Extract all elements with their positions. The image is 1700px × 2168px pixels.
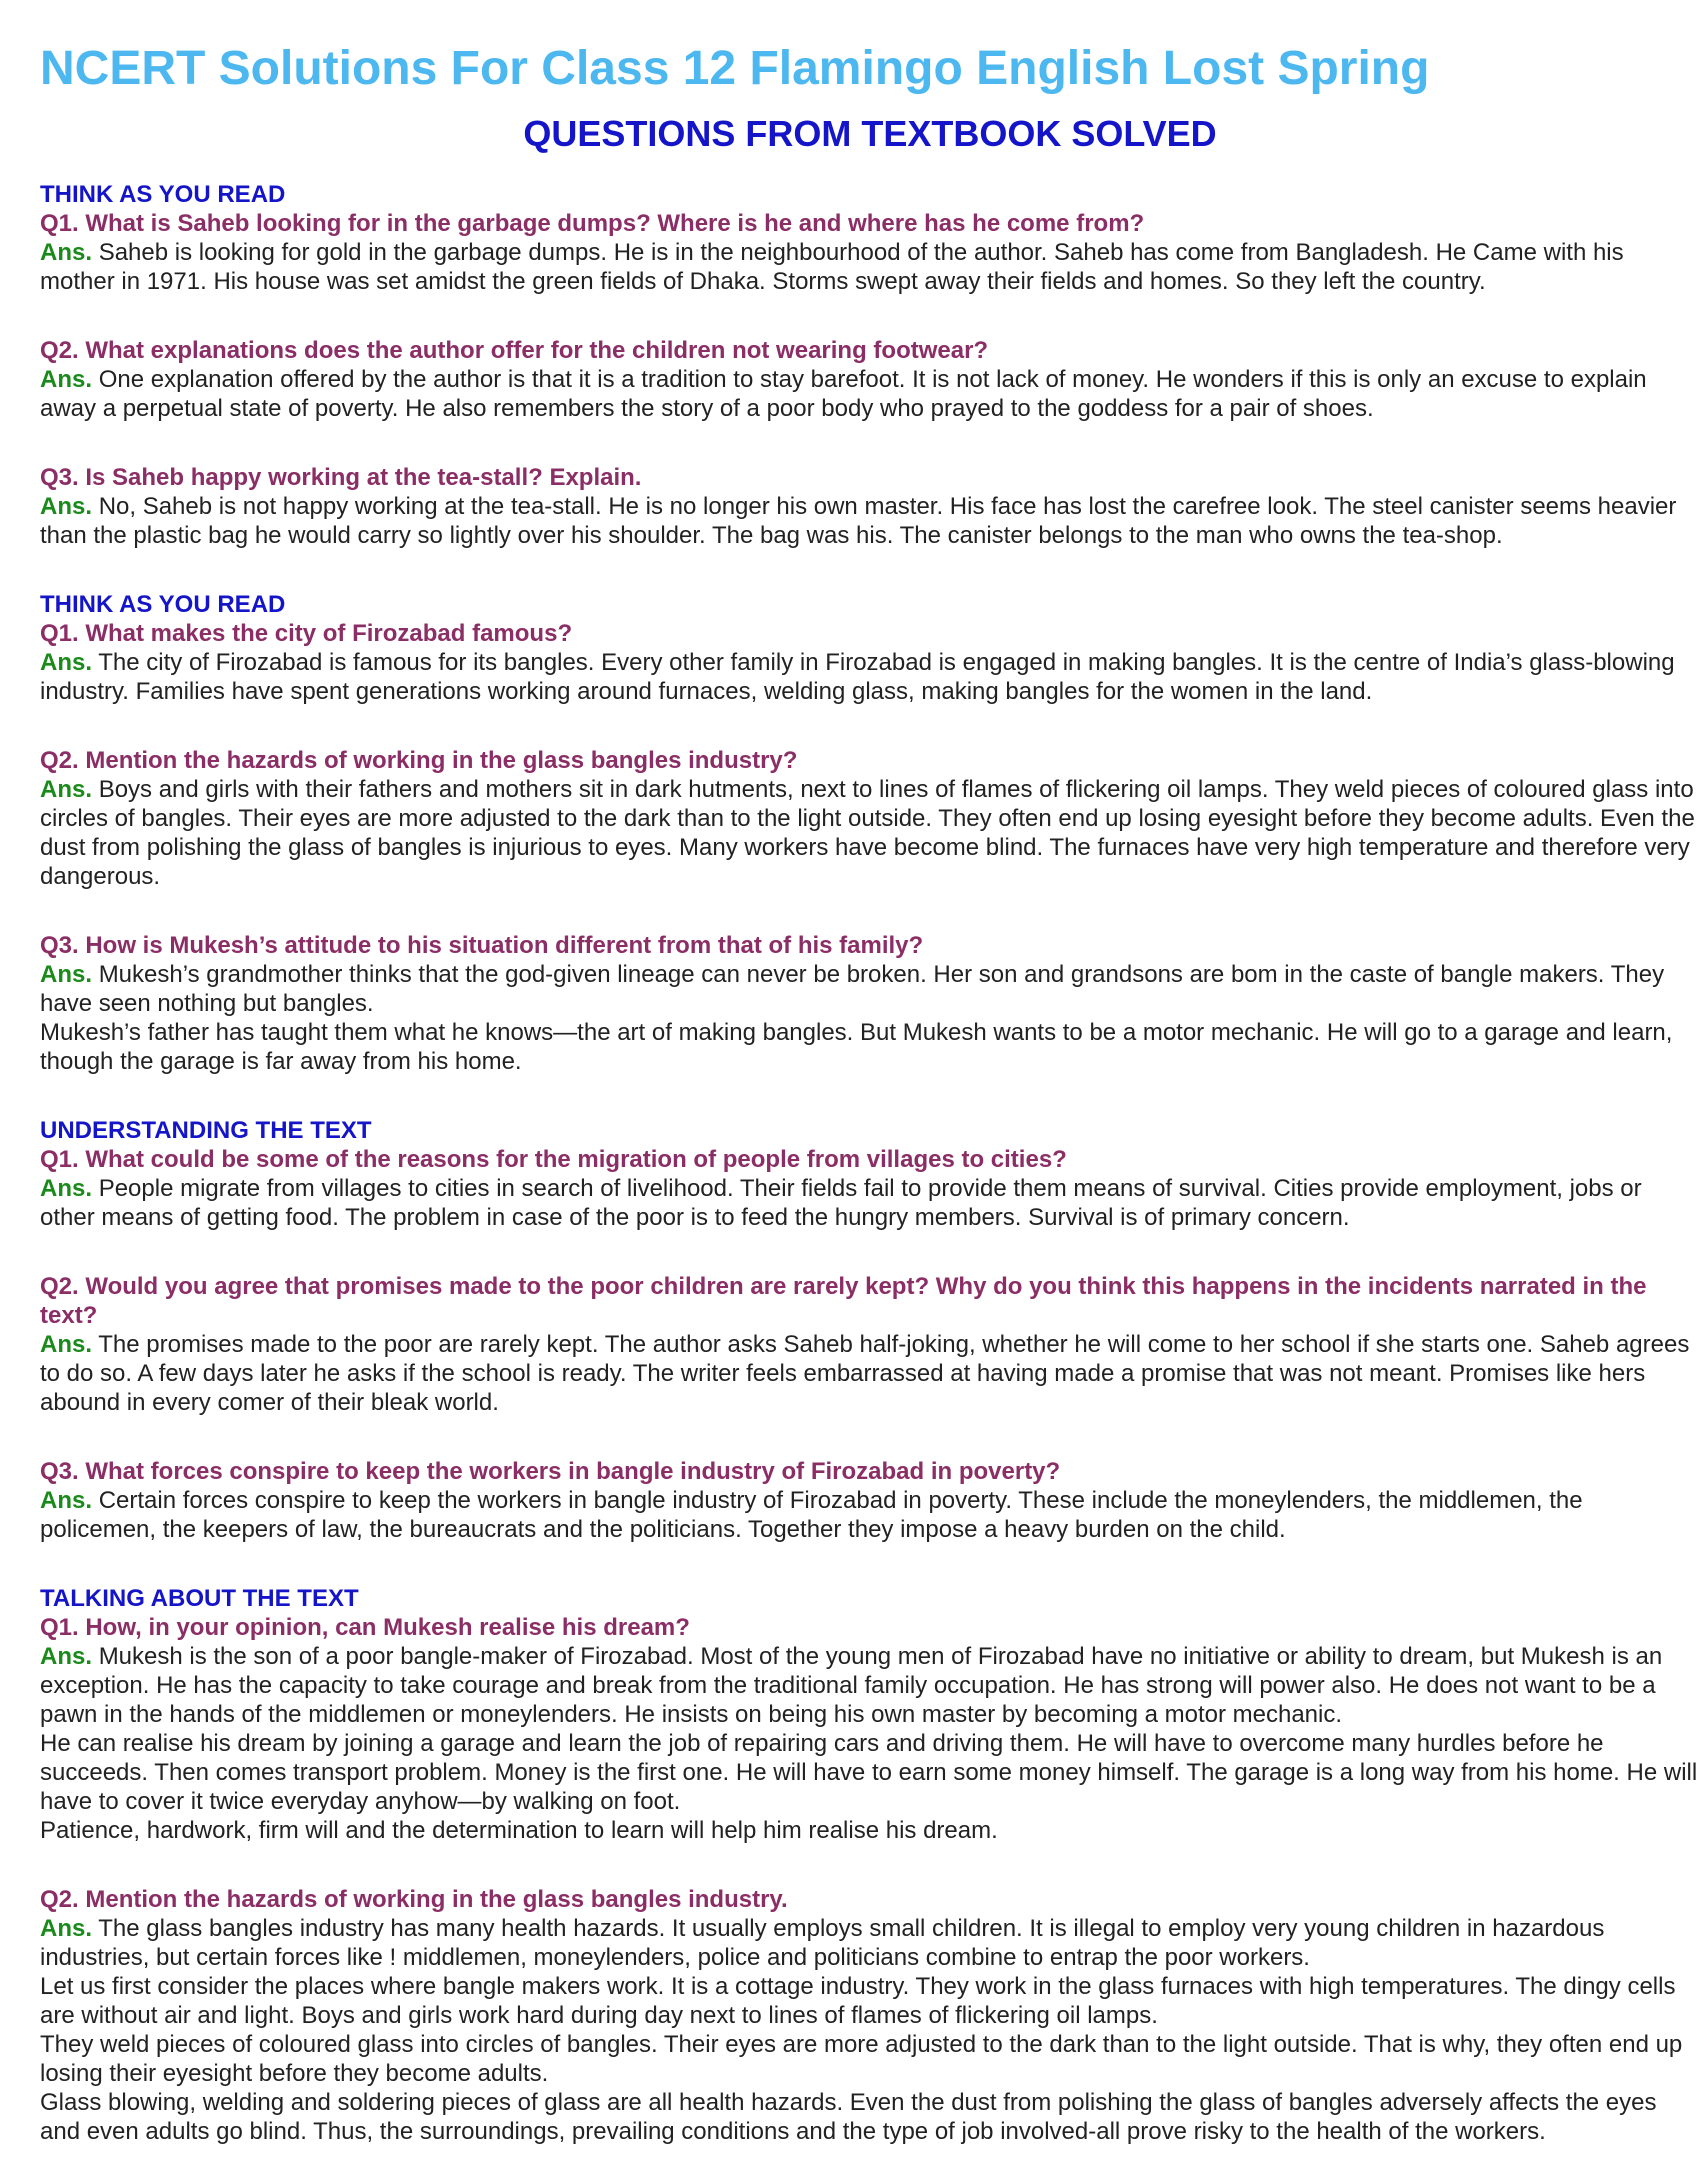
answer-continuation: Mukesh’s father has taught them what he knows—the art of making bangles. But Mukesh wants to be a motor mechanic. He will go to a garage and learn, though the garage is far away from his home.: [40, 1019, 1673, 1075]
answer-label: Ans.: [40, 239, 93, 266]
question-text: Q1. What is Saheb looking for in the garbage dumps? Where is he and where has he come from?: [40, 210, 1145, 237]
answer-text: Certain forces conspire to keep the workers in bangle industry of Firozabad in poverty. These include the moneylenders, the middlemen, the policemen, the keepers of law, the bureaucrats and the politicians. Together they impose a heavy burden on the child.: [40, 1487, 1583, 1543]
answer-paragraph: [40, 238, 1700, 296]
answer-paragraph: [40, 492, 1700, 550]
question-text: Q3. What forces conspire to keep the workers in bangle industry of Firozabad in poverty?: [40, 1458, 1061, 1485]
question-text: Q1. What makes the city of Firozabad famous?: [40, 620, 573, 647]
question-text: Q2. Mention the hazards of working in the glass bangles industry.: [40, 1886, 788, 1913]
answer-paragraph: [40, 1914, 1700, 1972]
page-subtitle: QUESTIONS FROM TEXTBOOK SOLVED: [523, 113, 1217, 154]
answer-continuation: They weld pieces of coloured glass into circles of bangles. Their eyes are more adjusted to the dark than to the light outside. That is why, they often end up losing their eyesight before they become adults.: [40, 2031, 1683, 2087]
answer-label: Ans.: [40, 961, 93, 988]
qa-block: [40, 209, 1700, 296]
answer-text: People migrate from villages to cities in search of livelihood. Their fields fail to provide them means of survival. Cities provide employment, jobs or other means of getting food. The problem in case of the poor is to feed the hungry members. Survival is of primary concern.: [40, 1175, 1642, 1231]
answer-label: Ans.: [40, 1915, 93, 1942]
answer-continuation: Let us first consider the places where bangle makers work. It is a cottage industry. They work in the glass furnaces with high temperatures. The dingy cells are without air and light. Boys and girls work hard during day next to lines of flames of flickering oil lamps.: [40, 1973, 1676, 2029]
section-heading: TALKING ABOUT THE TEXT: [40, 1585, 359, 1612]
answer-text: Boys and girls with their fathers and mothers sit in dark hutments, next to lines of flames of flickering oil lamps. They weld pieces of coloured glass into circles of bangles. Their eyes are more adjusted to the dark than to the light outside. They often end up losing eyesight before they become adults. Even the dust from polishing the glass of bangles is injurious to eyes. Many workers have become blind. The furnaces have very high temperature and therefore very dangerous.: [40, 776, 1695, 890]
answer-label: Ans.: [40, 366, 93, 393]
question-text: Q3. How is Mukesh’s attitude to his situation different from that of his family?: [40, 932, 924, 959]
answer-text: No, Saheb is not happy working at the tea-stall. He is no longer his own master. His face has lost the carefree look. The steel canister seems heavier than the plastic bag he would carry so lightly over his shoulder. The bag was his. The canister belongs to the man who owns the tea-shop.: [40, 493, 1677, 549]
section-heading: THINK AS YOU READ: [40, 591, 286, 618]
answer-continuation: Patience, hardwork, firm will and the determination to learn will help him realise his dream.: [40, 1817, 998, 1844]
answer-paragraph: [40, 960, 1700, 1018]
qa-block: [40, 1457, 1700, 1544]
answer-text: Saheb is looking for gold in the garbage dumps. He is in the neighbourhood of the author. Saheb has come from Bangladesh. He Came with his mother in 1971. His house was set amidst the green fields of Dhaka. Storms swept away their fields and homes. So they left the country.: [40, 239, 1624, 295]
qa-content: [40, 180, 1700, 2146]
question-text: Q2. Mention the hazards of working in the glass bangles industry?: [40, 747, 798, 774]
answer-paragraph: [40, 1330, 1700, 1417]
qa-block: [40, 619, 1700, 706]
answer-label: Ans.: [40, 1331, 93, 1358]
qa-block: [40, 931, 1700, 1076]
qa-block: [40, 1272, 1700, 1417]
question-text: Q2. What explanations does the author offer for the children not wearing footwear?: [40, 337, 989, 364]
answer-text: The city of Firozabad is famous for its bangles. Every other family in Firozabad is engaged in making bangles. It is the centre of India’s glass-blowing industry. Families have spent generations working around furnaces, welding glass, making bangles for the women in the land.: [40, 649, 1675, 705]
qa-block: [40, 336, 1700, 423]
question-text: Q3. Is Saheb happy working at the tea-stall? Explain.: [40, 464, 642, 491]
section-heading: UNDERSTANDING THE TEXT: [40, 1117, 372, 1144]
qa-block: [40, 1885, 1700, 2146]
answer-label: Ans.: [40, 1487, 93, 1514]
section-heading: THINK AS YOU READ: [40, 181, 286, 208]
qa-block: [40, 1145, 1700, 1232]
answer-continuation: He can realise his dream by joining a garage and learn the job of repairing cars and driving them. He will have to overcome many hurdles before he succeeds. Then comes transport problem. Money is the first one. He will have to earn some money himself. The garage is a long way from his home. He will have to cover it twice everyday anyhow—by walking on foot.: [40, 1730, 1698, 1815]
answer-paragraph: [40, 648, 1700, 706]
page-title: NCERT Solutions For Class 12 Flamingo English Lost Spring: [40, 42, 1430, 95]
answer-paragraph: [40, 1642, 1700, 1729]
question-text: Q1. What could be some of the reasons for the migration of people from villages to cities?: [40, 1146, 1067, 1173]
qa-block: [40, 463, 1700, 550]
question-text: Q1. How, in your opinion, can Mukesh realise his dream?: [40, 1614, 690, 1641]
answer-text: The promises made to the poor are rarely kept. The author asks Saheb half-joking, whether he will come to her school if she starts one. Saheb agrees to do so. A few days later he asks if the school is ready. The writer feels embarrassed at having made a promise that was not meant. Promises like hers abound in every comer of their bleak world.: [40, 1331, 1690, 1416]
question-text: Q2. Would you agree that promises made to the poor children are rarely kept? Why do you think this happens in the incidents narrated in the text?: [40, 1273, 1647, 1329]
answer-text: Mukesh is the son of a poor bangle-maker of Firozabad. Most of the young men of Firozabad have no initiative or ability to dream, but Mukesh is an exception. He has the capacity to take courage and break from the traditional family occupation. He has strong will power also. He does not want to be a pawn in the hands of the middlemen or moneylenders. He insists on being his own master by becoming a motor mechanic.: [40, 1643, 1663, 1728]
qa-block: [40, 746, 1700, 891]
answer-continuation: Glass blowing, welding and soldering pieces of glass are all health hazards. Even the dust from polishing the glass of bangles adversely affects the eyes and even adults go blind. Thus, the surroundings, prevailing conditions and the type of job involved-all prove risky to the health of the workers.: [40, 2089, 1657, 2145]
answer-paragraph: [40, 775, 1700, 891]
answer-text: The glass bangles industry has many health hazards. It usually employs small children. It is illegal to employ very young children in hazardous industries, but certain forces like ! middlemen, moneylenders, police and politicians combine to entrap the poor workers.: [40, 1915, 1605, 1971]
answer-text: One explanation offered by the author is that it is a tradition to stay barefoot. It is not lack of money. He wonders if this is only an excuse to explain away a perpetual state of poverty. He also remembers the story of a poor body who prayed to the goddess for a pair of shoes.: [40, 366, 1647, 422]
answer-label: Ans.: [40, 776, 93, 803]
answer-label: Ans.: [40, 1175, 93, 1202]
answer-label: Ans.: [40, 649, 93, 676]
answer-paragraph: [40, 1174, 1700, 1232]
answer-text: Mukesh’s grandmother thinks that the god-given lineage can never be broken. Her son and grandsons are bom in the caste of bangle makers. They have seen nothing but bangles.: [40, 961, 1665, 1017]
answer-label: Ans.: [40, 493, 93, 520]
qa-block: [40, 1613, 1700, 1845]
answer-paragraph: [40, 1486, 1700, 1544]
answer-paragraph: [40, 365, 1700, 423]
answer-label: Ans.: [40, 1643, 93, 1670]
